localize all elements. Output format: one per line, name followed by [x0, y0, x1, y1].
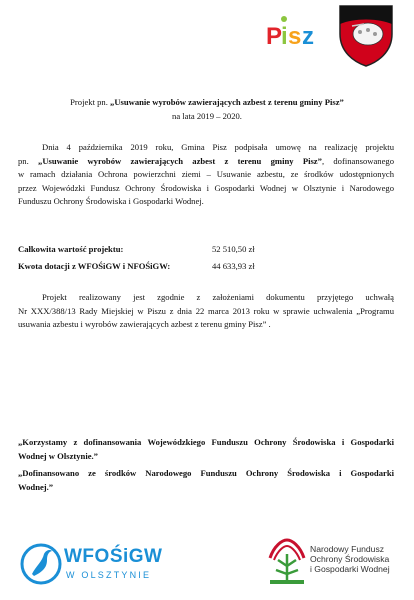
funding-note-wfos [18, 436, 394, 463]
svg-text:P: P [266, 23, 283, 50]
paragraph-line: w ramach działania Ochrona powierzchni ziemi – Usuwanie azbestu, ze środków udostępnionych [18, 169, 394, 180]
nfos-line: i Gospodarki Wodnej [310, 564, 390, 575]
funding-line: „Dofinansowano ze środków Narodowego Funduszu Ochrony Środowiska i Gospodarki [18, 468, 394, 478]
paragraph-line: Dnia 4 października 2019 roku, Gmina Pisz podpisała umowę na realizację projektu [42, 142, 394, 152]
svg-text:s: s [288, 23, 302, 50]
wfosigw-logo [20, 540, 170, 586]
pisz-coat-of-arms [338, 4, 394, 68]
text-fragment: , dofinansowanego [321, 155, 395, 166]
nfosigw-logo [266, 536, 406, 592]
svg-text:z: z [302, 23, 314, 50]
project-title [20, 96, 394, 108]
total-value-amount: 52 510,50 zł [212, 244, 255, 254]
project-years: na lata 2019 – 2020. [172, 111, 242, 121]
nfos-name [310, 544, 390, 575]
pisz-logo [264, 10, 322, 54]
title-project-name: „Usuwanie wyrobów zawierających azbest z terenu gminy Pisz” [110, 97, 344, 107]
funding-line: Wodnej.” [18, 481, 54, 492]
grant-amount: 44 633,93 zł [212, 261, 255, 271]
funding-note-nfos [18, 467, 394, 494]
title-prefix: Projekt pn. [70, 97, 111, 107]
paragraph-agreement [18, 141, 394, 209]
wfos-name: WFOŚiGW [64, 546, 163, 567]
nfos-line: Narodowy Fundusz [310, 544, 385, 554]
project-name-bold: „Usuwanie wyrobów zawierających azbest z terenu gminy Pisz” [38, 155, 322, 166]
paragraph-line [18, 155, 394, 169]
paragraph-line: Nr XXX/388/13 Rady Miejskiej w Piszu z dnia 22 marca 2013 roku w sprawie uchwalenia „Programu [18, 305, 394, 316]
svg-text:i: i [281, 23, 288, 50]
nfos-line: Ochrony Środowiska [310, 554, 390, 565]
paragraph-resolution [18, 291, 394, 332]
grant-label: Kwota dotacji z WFOŚiGW i NFOŚiGW: [18, 261, 171, 271]
funding-line: „Korzystamy z dofinansowania Wojewódzkiego Funduszu Ochrony Środowiska i Gospodarki [18, 437, 394, 447]
nfos-tree-icon [266, 536, 308, 588]
funding-line: Wodnej w Olsztynie.” [18, 450, 98, 461]
wfos-city: W OLSZTYNIE [66, 570, 152, 580]
total-value-label: Całkowita wartość projektu: [18, 244, 124, 254]
text-fragment: pn. [18, 155, 39, 166]
paragraph-line: usuwania azbestu i wyrobów zawierających azbest z terenu gminy Pisz” . [18, 319, 271, 330]
paragraph-line: przez Wojewódzki Fundusz Ochrony Środowiska i Gospodarki Wodnej w Olsztynie i Narodowego [18, 182, 394, 193]
paragraph-line: Funduszu Ochrony Środowiska i Gospodarki Wodnej. [18, 196, 204, 207]
heron-icon [20, 540, 62, 586]
paragraph-line: Projekt realizowany jest zgodnie z założeniami dokumentu przyjętego uchwałą [42, 292, 394, 302]
